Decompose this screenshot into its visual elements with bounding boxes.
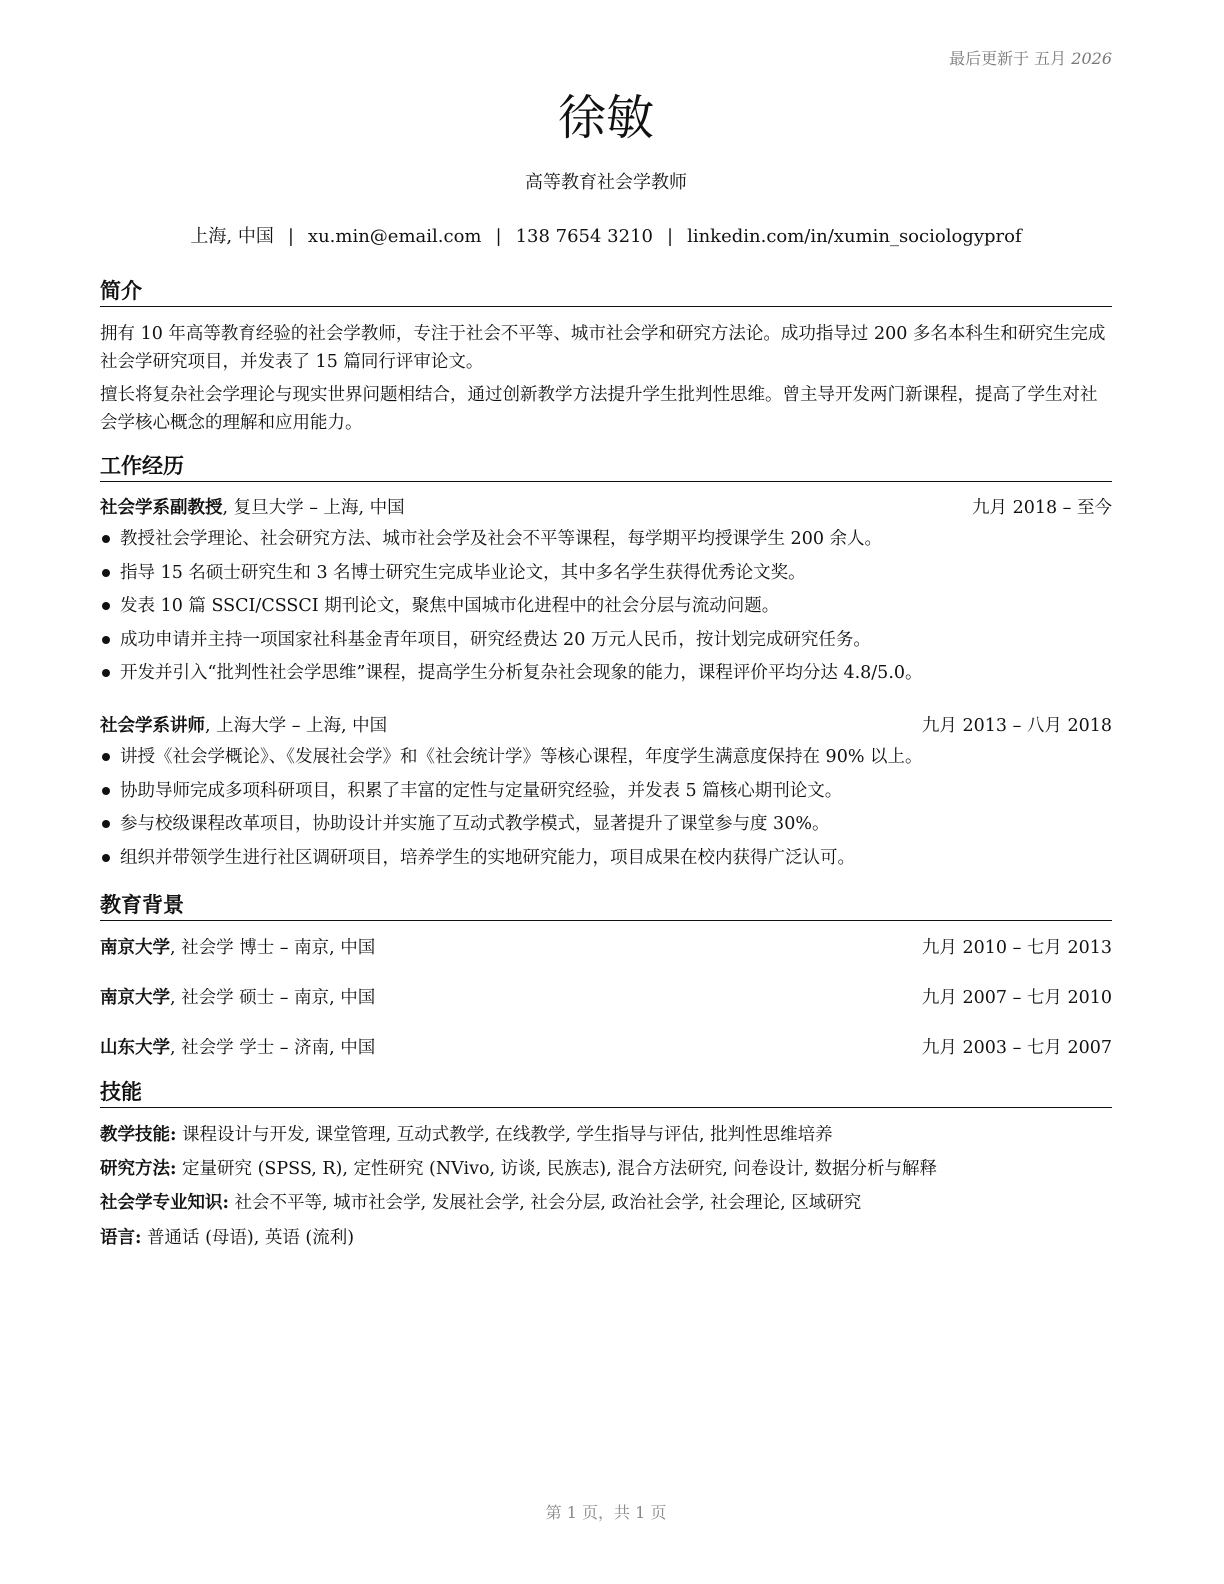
contact-line — [100, 224, 1112, 250]
job-org: , 上海大学 – 上海, 中国 — [205, 716, 388, 736]
education-item — [100, 984, 1112, 1012]
bullet-dot-icon — [102, 602, 110, 610]
list-item — [100, 559, 1112, 593]
education-dates: 九月 2010 – 七月 2013 — [921, 938, 1112, 958]
contact-separator: | — [495, 226, 502, 247]
education-dates: 九月 2003 – 七月 2007 — [921, 1038, 1112, 1058]
last-updated — [949, 46, 1112, 69]
skill-value: 课程设计与开发, 课堂管理, 互动式教学, 在线教学, 学生指导与评估, 批判性思维培养 — [176, 1125, 833, 1145]
bullet-text: 协助导师完成多项科研项目，积累了丰富的定性与定量研究经验，并发表 5 篇核心期刊论文。 — [120, 780, 843, 801]
degree-detail: , 社会学 博士 – 南京, 中国 — [170, 938, 376, 958]
job-role-line — [100, 712, 387, 740]
job-dates: 九月 2018 – 至今 — [972, 498, 1112, 518]
section-title-experience: 工作经历 — [100, 451, 1112, 482]
school-name: 南京大学 — [100, 938, 170, 958]
bullet-dot-icon — [102, 569, 110, 577]
list-item — [100, 592, 1112, 626]
bullet-dot-icon — [102, 669, 110, 677]
skill-line — [100, 1155, 1112, 1183]
bullet-dot-icon — [102, 636, 110, 644]
job-title: 高等教育社会学教师 — [525, 172, 687, 193]
education-line — [100, 1034, 375, 1062]
last-updated-prefix: 最后更新于 五月 — [949, 49, 1067, 68]
job-bullets — [100, 743, 1112, 877]
job-dates: 九月 2013 – 八月 2018 — [921, 716, 1112, 736]
bullet-text: 指导 15 名硕士研究生和 3 名博士研究生完成毕业论文，其中多名学生获得优秀论文奖。 — [120, 562, 806, 583]
bullet-text: 教授社会学理论、社会研究方法、城市社会学及社会不平等课程，每学期平均授课学生 200 余人。 — [120, 529, 883, 549]
section-title-skills: 技能 — [100, 1077, 1112, 1108]
bullet-dot-icon — [102, 753, 110, 761]
job-role-line — [100, 494, 405, 522]
job-bullets — [100, 525, 1112, 693]
person-name: 徐敏 — [557, 90, 654, 146]
contact-email[interactable]: xu.min@email.com — [307, 226, 482, 247]
bullet-text: 成功申请并主持一项国家社科基金青年项目，研究经费达 20 万元人民币，按计划完成研究任务。 — [120, 629, 871, 650]
contact-location: 上海, 中国 — [190, 226, 274, 247]
school-name: 山东大学 — [100, 1038, 170, 1058]
skill-line — [100, 1224, 1112, 1252]
degree-detail: , 社会学 学士 – 济南, 中国 — [170, 1038, 376, 1058]
contact-separator: | — [666, 226, 674, 247]
list-item — [100, 659, 1112, 693]
summary-paragraph: 拥有 10 年高等教育经验的社会学教师，专注于社会不平等、城市社会学和研究方法论。成功指导过 200 多名本科生和研究生完成社会学研究项目，并发表了 15 篇同行评审论文。 — [100, 324, 1106, 372]
education-dates: 九月 2007 – 七月 2010 — [921, 988, 1112, 1008]
skill-label: 社会学专业知识: — [100, 1193, 229, 1213]
skill-label: 语言: — [100, 1228, 142, 1248]
last-updated-year: 2026 — [1071, 49, 1112, 68]
degree-detail: , 社会学 硕士 – 南京, 中国 — [170, 988, 376, 1008]
list-item — [100, 626, 1112, 660]
bullet-text: 开发并引入“批判性社会学思维”课程，提高学生分析复杂社会现象的能力，课程评价平均分达 4.8/5.0。 — [120, 663, 923, 683]
contact-phone[interactable]: 138 7654 3210 — [515, 226, 653, 247]
education-line — [100, 934, 375, 962]
list-item — [100, 743, 1112, 777]
education-item — [100, 934, 1112, 962]
summary-paragraph: 擅长将复杂社会学理论与现实世界问题相结合，通过创新教学方法提升学生批判性思维。曾主导开发两门新课程，提高了学生对社会学核心概念的理解和应用能力。 — [100, 385, 1098, 433]
section-title-education: 教育背景 — [100, 890, 1112, 921]
list-item — [100, 844, 1112, 878]
bullet-dot-icon — [102, 787, 110, 795]
bullet-dot-icon — [102, 854, 110, 862]
resume-page — [100, 0, 1112, 1584]
bullet-text: 发表 10 篇 SSCI/CSSCI 期刊论文，聚焦中国城市化进程中的社会分层与流动问题。 — [120, 596, 780, 616]
list-item — [100, 777, 1112, 811]
bullet-text: 讲授《社会学概论》、《发展社会学》和《社会统计学》等核心课程，年度学生满意度保持在 90% 以上。 — [120, 747, 923, 767]
section-title-summary: 简介 — [100, 276, 1112, 307]
job-org: , 复旦大学 – 上海, 中国 — [222, 498, 405, 518]
skill-value: 定量研究 (SPSS, R), 定性研究 (NVivo, 访谈, 民族志), 混合方法研究, 问卷设计, 数据分析与解释 — [176, 1159, 937, 1179]
contact-linkedin[interactable]: linkedin.com/in/xumin_sociologyprof — [687, 226, 1022, 247]
skill-label: 研究方法: — [100, 1159, 177, 1179]
list-item — [100, 525, 1112, 559]
education-item — [100, 1034, 1112, 1062]
skill-line — [100, 1121, 1112, 1149]
job-role: 社会学系副教授 — [100, 498, 223, 518]
skill-value: 社会不平等, 城市社会学, 发展社会学, 社会分层, 政治社会学, 社会理论, 区域研究 — [228, 1193, 862, 1213]
bullet-dot-icon — [102, 820, 110, 828]
contact-separator: | — [287, 226, 294, 247]
job-role: 社会学系讲师 — [100, 716, 205, 736]
job-header — [100, 712, 1112, 740]
skill-value: 普通话 (母语), 英语 (流利) — [141, 1228, 355, 1248]
skill-label: 教学技能: — [100, 1125, 177, 1145]
bullet-text: 参与校级课程改革项目，协助设计并实施了互动式教学模式，显著提升了课堂参与度 30%。 — [120, 814, 830, 834]
page-number: 第 1 页，共 1 页 — [545, 1503, 667, 1522]
skill-line — [100, 1189, 1112, 1217]
list-item — [100, 810, 1112, 844]
school-name: 南京大学 — [100, 988, 170, 1008]
education-line — [100, 984, 375, 1012]
bullet-text: 组织并带领学生进行社区调研项目，培养学生的实地研究能力，项目成果在校内获得广泛认可。 — [120, 847, 855, 868]
job-header — [100, 494, 1112, 522]
bullet-dot-icon — [102, 535, 110, 543]
